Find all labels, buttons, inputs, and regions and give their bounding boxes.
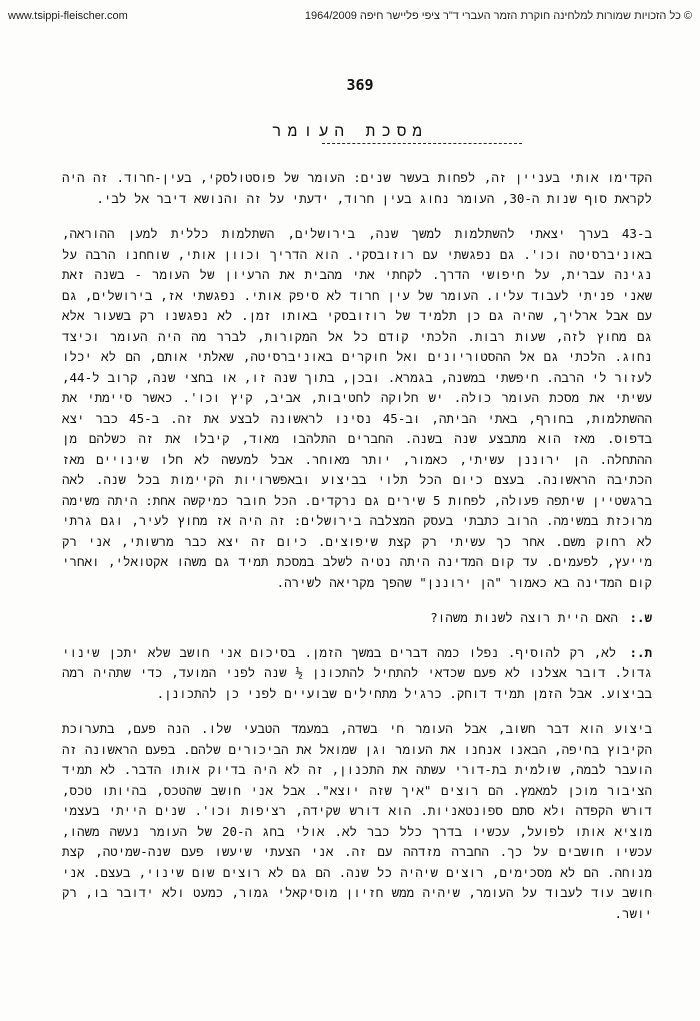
paragraph-intro: הקדימו אותי בעניין זה, לפחות בעשר שנים: העומר של פוסטולסקי, בעין-חרוד. זה היה לקראת סוף שנות ה-30, העומר נחוג בעין חרוד, ידעתי על זה והנושא דיבר אל לבי. bbox=[62, 170, 652, 206]
question-label: ש.: bbox=[629, 610, 652, 625]
page-header bbox=[0, 0, 700, 34]
paragraph-history: ב-43 בערך יצאתי להשתלמות למשך שנה, בירושלים, השתלמות כללית למען ההוראה, באוניברסיטה וכו'. גם נפגשתי עם רוזובסקי. הוא הדריך וכוון אותי, שוחחנו הרבה על נגינה עברית, על חיפושי הדרך. לקחתי אתי מהבית את הרעיון של העומר - בשנה זאת שאני פניתי לעבוד עליו. העומר של עין חרוד לא סיפק אותי. נפגשתי אז, בירושלים, גם עם אבל ארליך, שהיה גם כן תלמיד של רוזובסקי באותו זמן. לא נפגשנו רק בשעור אלא גם מחוץ לזה, שעות רבות. הלכתי קודם כל אל המקורות, לברר מה היה העומר וכיצד נחוג. הלכתי גם אל ההסטוריונים ואל חוקרים באוניברסיטה, שאלתי אותם, הם לא יכלו לעזור לי הרבה. חיפשתי במשנה, בגמרא. ובכן, בתוך שנה זו, או בחצי שנה, קרוב ל-44, עשיתי את מסכת העומר כולה. יש חלוקה לחטיבות, אביב, קיץ וכו'. כאשר סיימתי את ההשתלמות, בחורף, באתי הביתה, וב-45 נסינו לראשונה לבצע את זה. ב-45 כבר יצא בדפוס. מאז הוא מתבצע שנה בשנה. החברים התלהבו מאוד, קיבלו את זה כשלהם מן ההתחלה. הן ירוננן עשיתי, כאמור, יותר מאוחר. אבל למעשה לא חלו שינויים מאז הכתיבה הראשונה. בעצם כיום הכל תלוי בביצוע ובאפשרויות הקיימות בכל שנה. לאה ברגשטיין שיתפה פעולה, לפחות 5 שירים גם נרקדים. הכל חובר כמיקשה אחת: היתה משימה מרוכזת במשימה. הרוב כתבתי בעסק המצלבה בירושלים: זה היה אז מחוץ לעיר, וגם גרתי לא רחוק משם. אחר כך עשיתי רק קצת שיפוצים. כיום זה יצא כבר מרשותי, אני רק מייעץ, לפעמים. עד קום המדינה היתה נטיה לשלב במסכת תמיד גם משהו אקטואלי, ואחרי קום המדינה בא כאמור "הן ירוננן" שהפך מקריאה לשירה. bbox=[62, 226, 652, 590]
page-number: 369 bbox=[346, 76, 374, 94]
document-body bbox=[62, 168, 652, 988]
page-title: מסכת העומר bbox=[271, 121, 429, 140]
paragraph-closing: ביצוע הוא דבר חשוב, אבל העומר חי בשדה, במעמד הטבעי שלו. הנה פעם, בתערוכת הקיבוץ בחיפה, הבאנו אנחנו את העומר וגן שמואל את הביכורים שלהם. בפעם הראשונה זה הועבר לבמה, שולמית בת-דורי עשתה את התכנון, זה לא היה בדיוק אותו הדבר. לא תמיד הציבור מוכן למאמץ. הם רוצים "איך שזה יוצא". אבל אני חושב שהטכס, בהיותו טכס, דורש הקפדה ולא סתם ספונטאניות. הוא דורש שקידה, רציפות וכו'. שנים הייתי בעצמי מוציא אותו לפועל, עכשיו בדרך כלל כבר לא. אולי בחג ה-20 של העומר נעשה משהו, עכשיו חושבים על כך. החברה מזדהה עם זה. אני הצעתי שיעשו פעם שנה-שמיטה, קצת מנוחה. הם לא מסכימים, רוצים שיהיה כל שנה. הם גם לא רוצים שום שינוי, בעצם. אני חושב עוד לעבוד על העומר, שיהיה ממש חזיון מוסיקאלי גמור, כמעט ולא ידובר בו, רק יושר. bbox=[62, 721, 652, 921]
copyright-notice: © כל הזכויות שמורות למלחינה חוקרת הזמר העברי ד"ר ציפי פליישר חיפה 1964/2009 bbox=[304, 10, 692, 22]
interview-answer bbox=[62, 643, 652, 705]
interview-question bbox=[62, 608, 652, 629]
answer-label: ת.: bbox=[629, 644, 652, 660]
title-underline bbox=[322, 143, 522, 144]
question-text: האם היית רוצה לשנות משהו? bbox=[430, 610, 618, 625]
website-url[interactable]: www.tsippi-fleischer.com bbox=[8, 10, 128, 22]
answer-text: לא, רק להוסיף. נפלו כמה דברים במשך הזמן. בסיכום אני חושב שלא יתכן שינוי גדול. דובר אצלנו לא פעם שכדאי להתחיל להתכונן ½ שנה לפני המועד, כדי שתהיה רמה בביצוע. אבל הזמן תמיד דוחק. כרגיל מתחילים שבועיים לפני כן להתכונן. bbox=[62, 644, 652, 701]
